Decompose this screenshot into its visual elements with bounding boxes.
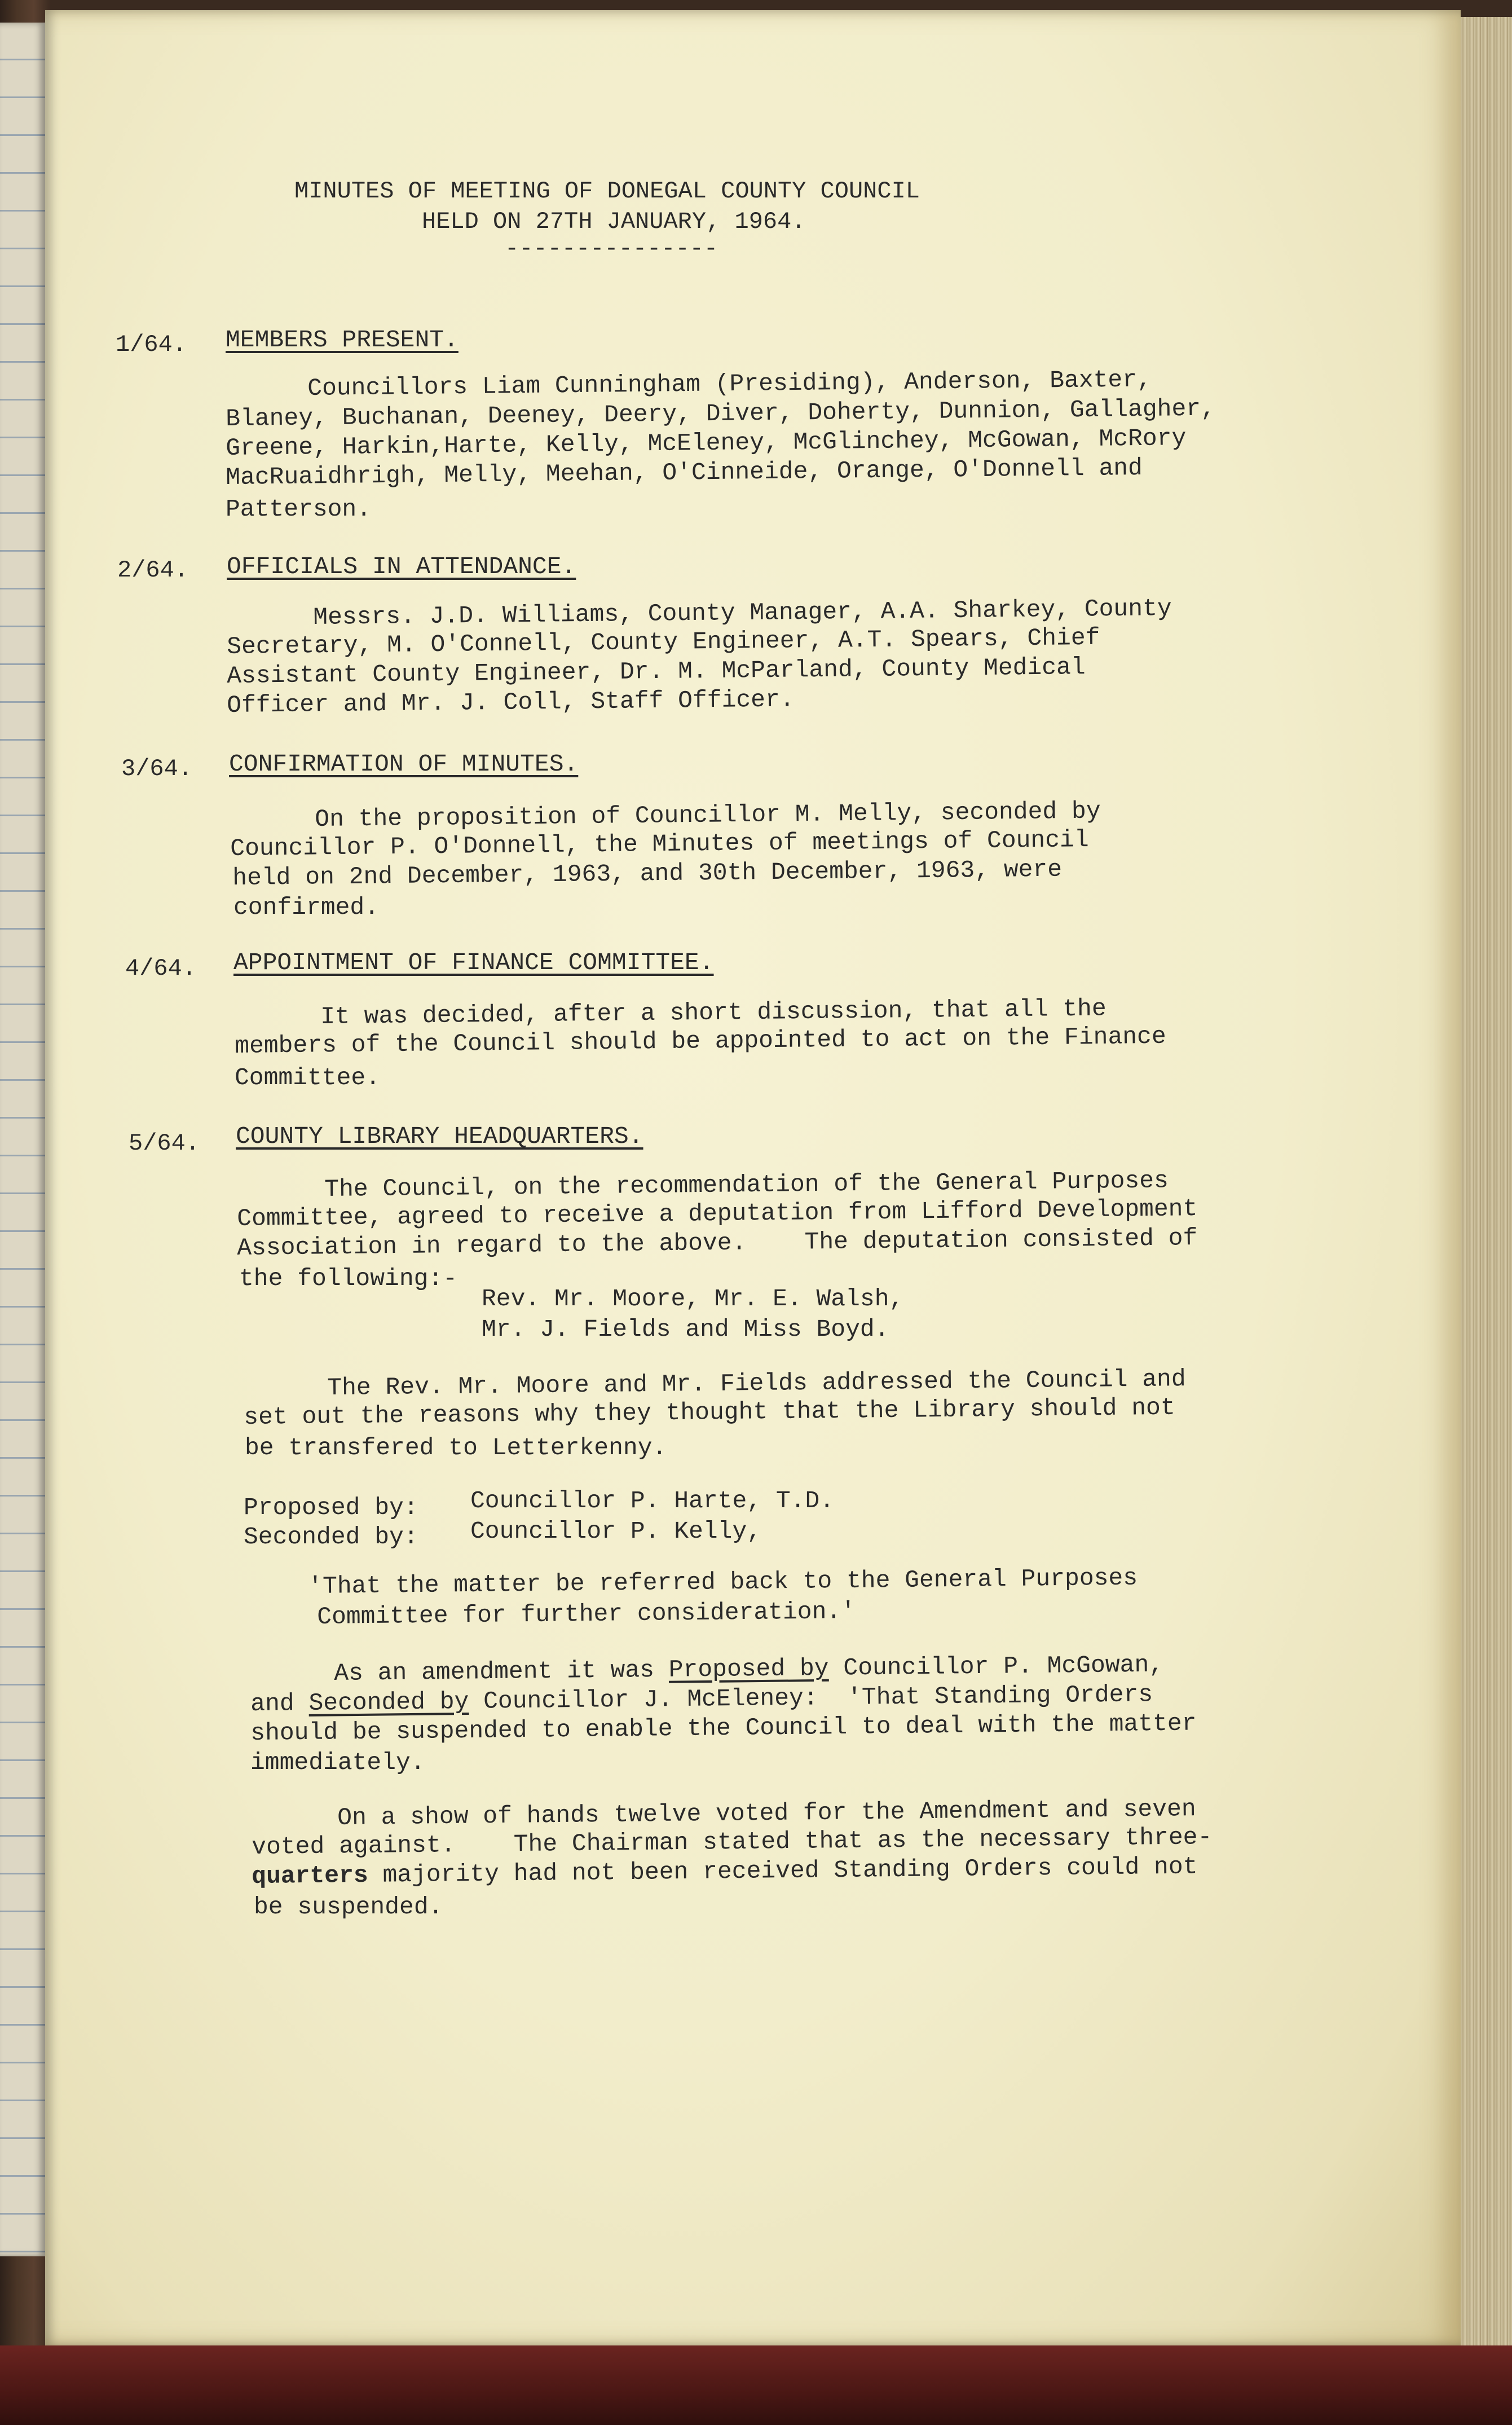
amendment-text: As an amendment it was	[334, 1656, 669, 1687]
body-line: Patterson.	[226, 495, 372, 523]
body-line: Secretary, M. O'Connell, County Engineer, A.T. Spears, Chief	[227, 623, 1100, 661]
item-heading: APPOINTMENT OF FINANCE COMMITTEE.	[233, 949, 714, 976]
item-number: 2/64.	[117, 557, 189, 584]
body-line: On the proposition of Councillor M. Melly, seconded by	[315, 797, 1101, 833]
amendment-text: Councillor P. McGowan,	[828, 1651, 1164, 1682]
vote-line-4: be suspended.	[254, 1893, 443, 1921]
body-line: The Council, on the recommendation of the General Purposes	[324, 1167, 1169, 1203]
item-number: 5/64.	[129, 1130, 200, 1157]
body-line: Association in regard to the above. The deputation consisted of	[237, 1224, 1198, 1262]
body-line: Committee.	[235, 1064, 381, 1092]
resolution-line: 'That the matter be referred back to the General Purposes	[308, 1564, 1138, 1600]
body-line: The Rev. Mr. Moore and Mr. Fields addressed the Council and	[327, 1365, 1186, 1402]
item-number: 1/64.	[116, 331, 187, 358]
amendment-text: and	[250, 1689, 309, 1718]
body-line: set out the reasons why they thought that the Library should not	[244, 1393, 1175, 1431]
body-line: Officer and Mr. J. Coll, Staff Officer.	[227, 685, 795, 719]
item-heading: OFFICIALS IN ATTENDANCE.	[227, 553, 576, 580]
item-heading: MEMBERS PRESENT.	[226, 326, 459, 354]
body-line: Messrs. J.D. Williams, County Manager, A.A. Sharkey, County	[313, 595, 1172, 631]
body-line: It was decided, after a short discussion, that all the	[320, 994, 1107, 1031]
vote-line-2: voted against. The Chairman stated that as the necessary three-	[252, 1823, 1213, 1861]
body-line: members of the Council should be appointed to act on the Finance	[235, 1022, 1166, 1060]
page-stack-edges	[1461, 17, 1512, 2386]
vote-bold-word: quarters	[252, 1861, 368, 1890]
deputation-line: Mr. J. Fields and Miss Boyd.	[482, 1315, 889, 1343]
amendment-text: Councillor J. McEleney: 'That Standing Orders	[469, 1680, 1153, 1715]
body-line: MacRuaidhrigh, Melly, Meehan, O'Cinneide, Orange, O'Donnell and	[226, 454, 1143, 491]
deputation-line: Rev. Mr. Moore, Mr. E. Walsh,	[482, 1285, 904, 1313]
item-number: 4/64.	[125, 955, 197, 982]
seconded-value: Councillor P. Kelly,	[470, 1517, 762, 1545]
body-line: the following:-	[239, 1265, 458, 1292]
seconded-label: Seconded by:	[244, 1523, 418, 1551]
seconded-by-underlined: Seconded by	[308, 1687, 469, 1717]
body-line: Committee, agreed to receive a deputation from Lifford Development	[237, 1195, 1198, 1233]
body-line: Assistant County Engineer, Dr. M. McParland, County Medical	[227, 653, 1086, 690]
amendment-line-4: immediately.	[250, 1749, 425, 1776]
body-line: confirmed.	[233, 894, 380, 921]
body-line: Greene, Harkin,Harte, Kelly, McEleney, McGlinchey, McGowan, McRory	[226, 424, 1187, 462]
binding-cover	[0, 2345, 1512, 2425]
vote-text: majority had not been received Standing Orders could not	[368, 1852, 1198, 1889]
proposed-by-underlined: Proposed by	[668, 1654, 829, 1684]
proposed-label: Proposed by:	[244, 1494, 418, 1521]
item-heading: COUNTY LIBRARY HEADQUARTERS.	[236, 1123, 643, 1150]
document-title-line-1: MINUTES OF MEETING OF DONEGAL COUNTY COUNCIL	[294, 178, 920, 205]
item-heading: CONFIRMATION OF MINUTES.	[229, 750, 579, 778]
body-line: held on 2nd December, 1963, and 30th December, 1963, were	[232, 855, 1063, 892]
proposed-value: Councillor P. Harte, T.D.	[470, 1487, 835, 1515]
lined-notebook-edge	[0, 23, 45, 2256]
body-line: Councillors Liam Cunningham (Presiding), Anderson, Baxter,	[307, 366, 1152, 402]
body-line: Blaney, Buchanan, Deeney, Deery, Diver, Doherty, Dunnion, Gallagher,	[226, 394, 1216, 433]
document-title-line-2: HELD ON 27TH JANUARY, 1964.	[422, 208, 806, 235]
body-line: Councillor P. O'Donnell, the Minutes of meetings of Council	[230, 826, 1089, 862]
amendment-line-3: should be suspended to enable the Council to deal with the matter	[250, 1709, 1197, 1747]
title-rule: ---------------	[505, 235, 718, 262]
resolution-line: Committee for further consideration.'	[317, 1597, 856, 1631]
vote-line-1: On a show of hands twelve voted for the Amendment and seven	[337, 1795, 1196, 1832]
body-line: be transfered to Letterkenny.	[245, 1434, 667, 1462]
item-number: 3/64.	[121, 755, 193, 782]
